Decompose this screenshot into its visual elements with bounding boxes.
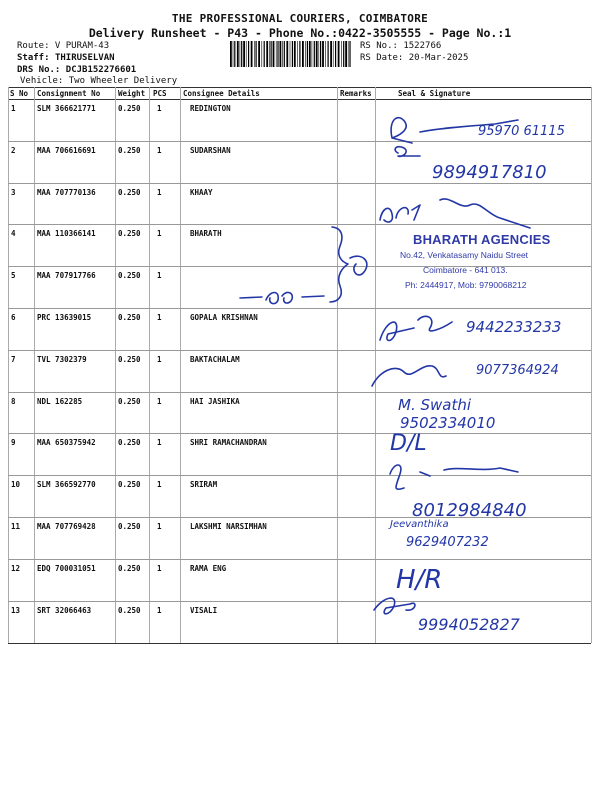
rs-date: RS Date: 20-Mar-2025 bbox=[360, 53, 469, 63]
barcode-bar bbox=[276, 41, 277, 67]
barcode-bar bbox=[254, 41, 255, 67]
cell-sno: 5 bbox=[11, 271, 16, 281]
barcode-bar bbox=[284, 41, 285, 67]
barcode-bar bbox=[282, 41, 283, 67]
cell-consignee: SUDARSHAN bbox=[190, 145, 231, 155]
barcode-bar bbox=[269, 41, 270, 67]
barcode-bar bbox=[273, 41, 275, 67]
handwritten-row9-initials: D/L bbox=[390, 431, 427, 456]
barcode-bar bbox=[325, 41, 326, 67]
barcode-bar bbox=[349, 41, 350, 67]
handwritten-row12-initials: H/R bbox=[396, 565, 443, 595]
cell-consignment: MAA 110366141 bbox=[37, 229, 96, 239]
cell-consignee: RAMA ENG bbox=[190, 563, 227, 573]
cell-sno: 6 bbox=[11, 313, 16, 322]
cell-pcs: 1 bbox=[157, 104, 162, 113]
cell-pcs: 1 bbox=[157, 605, 162, 615]
cell-pcs: 1 bbox=[157, 145, 162, 155]
barcode-bar bbox=[345, 41, 347, 67]
cell-pcs: 1 bbox=[157, 438, 162, 448]
col-seal-signature: Seal & Signature bbox=[398, 89, 471, 98]
cell-pcs: 1 bbox=[157, 563, 162, 573]
stamp-name: BHARATH AGENCIES bbox=[413, 232, 551, 247]
cell-consignment: MAA 707769428 bbox=[37, 522, 96, 531]
barcode-bar bbox=[322, 41, 324, 67]
barcode-bar bbox=[248, 41, 249, 67]
barcode bbox=[230, 41, 352, 67]
barcode-bar bbox=[319, 41, 320, 67]
barcode-bar bbox=[251, 41, 253, 67]
cell-weight: 0.250 bbox=[118, 313, 141, 322]
cell-consignment: SRT 32066463 bbox=[37, 605, 92, 615]
handwritten-row7-phone: 9077364924 bbox=[476, 363, 559, 378]
barcode-bar bbox=[314, 41, 315, 67]
barcode-bar bbox=[233, 41, 234, 67]
cell-sno: 7 bbox=[11, 354, 16, 364]
handwritten-row6-phone: 9442233233 bbox=[466, 318, 562, 336]
barcode-bar bbox=[286, 41, 288, 67]
barcode-bar bbox=[297, 41, 298, 67]
cell-weight: 0.250 bbox=[118, 187, 141, 197]
handwritten-row8-name: M. Swathi bbox=[398, 396, 472, 414]
cell-consignee: KHAAY bbox=[190, 187, 213, 197]
barcode-bar bbox=[312, 41, 313, 67]
handwritten-row13-phone: 9994052827 bbox=[418, 615, 520, 634]
cell-pcs: 1 bbox=[157, 480, 162, 490]
cell-sno: 4 bbox=[11, 229, 16, 239]
cell-sno: 10 bbox=[11, 480, 21, 490]
barcode-bar bbox=[240, 41, 241, 67]
cell-pcs: 1 bbox=[157, 313, 162, 322]
cell-consignment: TVL 7302379 bbox=[37, 354, 87, 364]
barcode-bar bbox=[264, 41, 265, 67]
cell-consignee: REDINGTON bbox=[190, 104, 231, 113]
barcode-bar bbox=[258, 41, 260, 67]
cell-consignment: NDL 162285 bbox=[37, 396, 83, 406]
cell-sno: 12 bbox=[11, 563, 21, 573]
cell-weight: 0.250 bbox=[118, 563, 141, 573]
cell-consignee: VISALI bbox=[190, 605, 218, 615]
barcode-bar bbox=[243, 41, 245, 67]
barcode-bar bbox=[266, 41, 268, 67]
cell-sno: 13 bbox=[11, 605, 21, 615]
barcode-bar bbox=[256, 41, 257, 67]
cell-consignment: SLM 366592770 bbox=[37, 480, 96, 490]
barcode-bar bbox=[335, 41, 336, 67]
cell-consignment: MAA 706616691 bbox=[37, 145, 96, 155]
col-consignment: Consignment No bbox=[37, 89, 101, 98]
barcode-bar bbox=[271, 41, 272, 67]
cell-consignment: PRC 13639015 bbox=[37, 313, 92, 322]
cell-sno: 1 bbox=[11, 104, 16, 113]
cell-consignee: HAI JASHIKA bbox=[190, 396, 240, 406]
staff bbox=[17, 52, 115, 64]
cell-weight: 0.250 bbox=[118, 271, 141, 281]
row1-handwritten-number: 95970 61115 bbox=[478, 124, 565, 139]
barcode-bar bbox=[320, 41, 321, 67]
barcode-bar bbox=[299, 41, 300, 67]
barcode-bar bbox=[290, 41, 291, 67]
cell-weight: 0.250 bbox=[118, 145, 141, 155]
cell-consignee: BAKTACHALAM bbox=[190, 354, 240, 364]
col-consignee: Consignee Details bbox=[183, 89, 260, 98]
barcode-bar bbox=[348, 41, 349, 67]
cell-pcs: 1 bbox=[157, 229, 162, 239]
barcode-bar bbox=[230, 41, 232, 67]
handwritten-row11-name: Jeevanthika bbox=[390, 519, 449, 530]
cell-weight: 0.250 bbox=[118, 354, 141, 364]
barcode-bar bbox=[328, 41, 329, 67]
cell-consignee: BHARATH bbox=[190, 229, 222, 239]
vehicle: Vehicle: Two Wheeler Delivery bbox=[20, 76, 178, 86]
staff-label: Staff: bbox=[17, 53, 50, 63]
stamp-line-3: Ph: 2444917, Mob: 9790068212 bbox=[405, 280, 527, 290]
company-name: THE PROFESSIONAL COURIERS, COIMBATORE bbox=[171, 12, 429, 25]
cell-weight: 0.250 bbox=[118, 104, 141, 113]
col-pcs: PCS bbox=[153, 89, 167, 98]
stamp-line-1: No.42, Venkatasamy Naidu Street bbox=[400, 250, 529, 260]
drs-value: DCJB152276601 bbox=[65, 65, 137, 75]
cell-weight: 0.250 bbox=[118, 522, 141, 531]
barcode-bar bbox=[292, 41, 293, 67]
cell-pcs: 1 bbox=[157, 187, 162, 197]
cell-weight: 0.250 bbox=[118, 396, 141, 406]
barcode-bar bbox=[309, 41, 311, 67]
cell-sno: 11 bbox=[11, 522, 21, 531]
stamp-line-2: Coimbatore - 641 013. bbox=[423, 265, 508, 275]
cell-sno: 3 bbox=[11, 187, 16, 197]
handwritten-row2-phone: 9894917810 bbox=[432, 162, 547, 183]
cell-consignee: LAKSHMI NARSIMHAN bbox=[190, 522, 267, 531]
cell-consignment: MAA 707770136 bbox=[37, 187, 96, 197]
barcode-bar bbox=[241, 41, 242, 67]
barcode-bar bbox=[237, 41, 239, 67]
barcode-bar bbox=[234, 41, 235, 67]
cell-pcs: 1 bbox=[157, 522, 162, 531]
bharath-agencies-stamp bbox=[385, 228, 590, 298]
barcode-bar bbox=[302, 41, 304, 67]
handwritten-row8-phone: 9502334010 bbox=[400, 414, 496, 432]
cell-consignment: MAA 707917766 bbox=[37, 271, 96, 281]
cell-weight: 0.250 bbox=[118, 605, 141, 615]
barcode-bar bbox=[341, 41, 342, 67]
rs-number: RS No.: 1522766 bbox=[360, 41, 442, 51]
col-weight: Weight bbox=[118, 89, 146, 98]
barcode-bar bbox=[330, 41, 332, 67]
barcode-bar bbox=[280, 41, 282, 67]
cell-sno: 8 bbox=[11, 396, 16, 406]
barcode-bar bbox=[333, 41, 334, 67]
cell-pcs: 1 bbox=[157, 354, 162, 364]
route: Route: V PURAM-43 bbox=[17, 41, 110, 51]
staff-value: THIRUSELVAN bbox=[54, 53, 115, 63]
barcode-bar bbox=[277, 41, 278, 67]
cell-weight: 0.250 bbox=[118, 229, 141, 239]
col-remarks: Remarks bbox=[340, 89, 372, 98]
cell-weight: 0.250 bbox=[118, 480, 141, 490]
cell-consignment: SLM 366621771 bbox=[37, 104, 96, 113]
cell-pcs: 1 bbox=[157, 396, 162, 406]
cell-consignee: GOPALA KRISHNAN bbox=[190, 313, 258, 322]
cell-pcs: 1 bbox=[157, 271, 162, 281]
barcode-bar bbox=[305, 41, 306, 67]
handwritten-row10-phone: 8012984840 bbox=[412, 500, 527, 521]
drs-label: DRS No.: bbox=[17, 65, 61, 75]
runsheet-title: Delivery Runsheet - P43 - Phone No.:0422-3505555 - Page No.:1 bbox=[88, 26, 512, 40]
barcode-bar bbox=[307, 41, 308, 67]
cell-sno: 9 bbox=[11, 438, 16, 448]
cell-sno: 2 bbox=[11, 145, 16, 155]
runsheet-table bbox=[8, 87, 591, 643]
barcode-bar bbox=[262, 41, 263, 67]
cell-weight: 0.250 bbox=[118, 438, 141, 448]
cell-consignment: EDQ 700031051 bbox=[37, 563, 96, 573]
handwritten-row11-phone: 9629407232 bbox=[406, 535, 489, 550]
col-sno: S No bbox=[10, 89, 29, 98]
barcode-bar bbox=[343, 41, 344, 67]
barcode-bar bbox=[294, 41, 296, 67]
barcode-bar bbox=[338, 41, 340, 67]
cell-consignee: SRIRAM bbox=[190, 480, 218, 490]
barcode-bar bbox=[246, 41, 247, 67]
barcode-bar bbox=[316, 41, 318, 67]
cell-consignee: SHRI RAMACHANDRAN bbox=[190, 438, 267, 448]
cell-consignment: MAA 650375942 bbox=[37, 438, 96, 448]
